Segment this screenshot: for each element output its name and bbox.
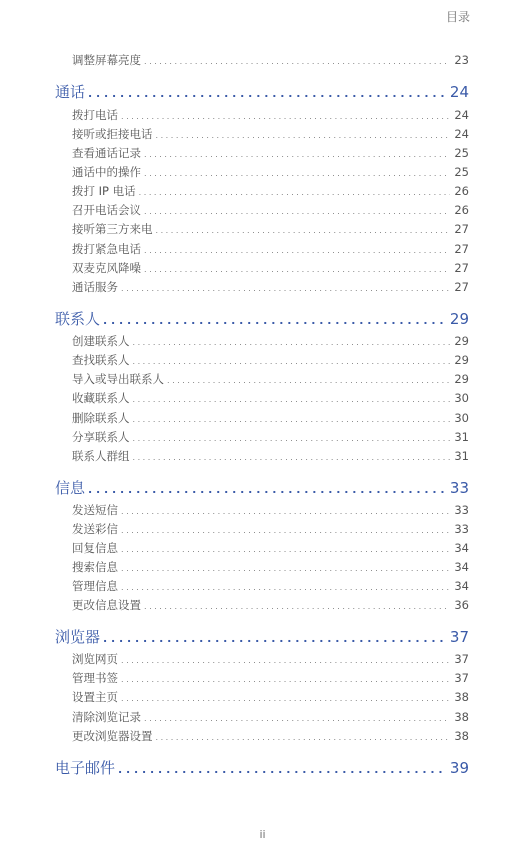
toc-entry-page-number: 27	[454, 222, 469, 236]
toc-dot-leader	[121, 281, 450, 297]
toc-entry-label: 信息	[55, 479, 86, 497]
toc-chapter-entry[interactable]	[55, 81, 469, 103]
toc-entry-label: 浏览器	[55, 628, 101, 646]
toc-entry-page-number: 37	[454, 652, 469, 666]
toc-entry-page-number: 24	[454, 108, 469, 122]
toc-dot-leader	[144, 599, 450, 615]
toc-section-entry[interactable]	[72, 279, 469, 295]
toc-entry-label: 管理信息	[72, 579, 118, 593]
toc-section-entry[interactable]	[72, 410, 469, 426]
toc-entry-page-number: 33	[449, 479, 469, 497]
toc-dot-leader	[133, 392, 451, 408]
toc-entry-page-number: 34	[454, 579, 469, 593]
toc-dot-leader	[121, 580, 450, 596]
toc-section-entry[interactable]	[72, 202, 469, 218]
toc-dot-leader	[121, 691, 450, 707]
toc-dot-leader	[144, 166, 450, 182]
toc-section-entry[interactable]	[72, 728, 469, 744]
toc-section-entry[interactable]	[72, 164, 469, 180]
toc-dot-leader	[121, 109, 450, 125]
toc-entry-label: 查看通话记录	[72, 146, 141, 160]
toc-dot-leader	[133, 450, 451, 466]
toc-entry-label: 接听或拒接电话	[72, 127, 153, 141]
toc-section-entry[interactable]	[72, 52, 469, 68]
toc-entry-page-number: 34	[454, 560, 469, 574]
toc-section-entry[interactable]	[72, 183, 469, 199]
toc-entry-label: 浏览网页	[72, 652, 118, 666]
toc-section-entry[interactable]	[72, 651, 469, 667]
toc-entry-page-number: 25	[454, 165, 469, 179]
toc-entry-page-number: 25	[454, 146, 469, 160]
toc-dot-leader	[133, 431, 451, 447]
toc-dot-leader	[121, 561, 450, 577]
toc-section-entry[interactable]	[72, 221, 469, 237]
toc-section-entry[interactable]	[72, 521, 469, 537]
toc-section-entry[interactable]	[72, 429, 469, 445]
toc-dot-leader	[121, 504, 450, 520]
toc-entry-label: 管理书签	[72, 671, 118, 685]
toc-entry-page-number: 27	[454, 242, 469, 256]
toc-entry-page-number: 23	[454, 53, 469, 67]
toc-entry-label: 更改信息设置	[72, 598, 141, 612]
toc-entry-label: 双麦克风降噪	[72, 261, 141, 275]
toc-dot-leader	[156, 223, 451, 239]
toc-section-entry[interactable]	[72, 241, 469, 257]
toc-entry-page-number: 29	[449, 310, 469, 328]
toc-entry-label: 拨打 IP 电话	[72, 184, 136, 198]
toc-entry-label: 分享联系人	[72, 430, 130, 444]
toc-entry-label: 接听第三方来电	[72, 222, 153, 236]
toc-entry-page-number: 31	[454, 449, 469, 463]
toc-entry-label: 调整屏幕亮度	[72, 53, 141, 67]
toc-dot-leader	[121, 523, 450, 539]
toc-entry-label: 召开电话会议	[72, 203, 141, 217]
toc-entry-page-number: 30	[454, 411, 469, 425]
toc-dot-leader	[139, 185, 451, 201]
toc-section-entry[interactable]	[72, 260, 469, 276]
toc-entry-label: 导入或导出联系人	[72, 372, 164, 386]
toc-entry-label: 通话	[55, 83, 86, 101]
toc-chapter-entry[interactable]	[55, 626, 469, 648]
toc-dot-leader	[103, 628, 446, 650]
toc-section-entry[interactable]	[72, 670, 469, 686]
toc-dot-leader	[133, 354, 451, 370]
toc-chapter-entry[interactable]	[55, 477, 469, 499]
toc-entry-label: 收藏联系人	[72, 391, 130, 405]
toc-entry-label: 通话中的操作	[72, 165, 141, 179]
toc-section-entry[interactable]	[72, 540, 469, 556]
toc-entry-label: 删除联系人	[72, 411, 130, 425]
toc-chapter-entry[interactable]	[55, 757, 469, 779]
toc-entry-label: 通话服务	[72, 280, 118, 294]
toc-entry-page-number: 33	[454, 522, 469, 536]
toc-entry-page-number: 29	[454, 372, 469, 386]
toc-section-entry[interactable]	[72, 578, 469, 594]
toc-dot-leader	[167, 373, 450, 389]
toc-section-entry[interactable]	[72, 559, 469, 575]
toc-section-entry[interactable]	[72, 126, 469, 142]
toc-section-entry[interactable]	[72, 709, 469, 725]
toc-entry-label: 联系人	[55, 310, 101, 328]
toc-entry-label: 创建联系人	[72, 334, 130, 348]
toc-section-entry[interactable]	[72, 502, 469, 518]
toc-section-entry[interactable]	[72, 390, 469, 406]
toc-entry-page-number: 37	[454, 671, 469, 685]
toc-entry-page-number: 29	[454, 334, 469, 348]
toc-dot-leader	[121, 542, 450, 558]
toc-dot-leader	[144, 54, 450, 70]
toc-entry-label: 清除浏览记录	[72, 710, 141, 724]
toc-entry-page-number: 36	[454, 598, 469, 612]
toc-entry-page-number: 31	[454, 430, 469, 444]
toc-entry-label: 查找联系人	[72, 353, 130, 367]
toc-section-entry[interactable]	[72, 352, 469, 368]
toc-dot-leader	[103, 310, 446, 332]
toc-section-entry[interactable]	[72, 333, 469, 349]
toc-dot-leader	[88, 479, 446, 501]
toc-entry-page-number: 38	[454, 690, 469, 704]
toc-entry-label: 搜索信息	[72, 560, 118, 574]
toc-dot-leader	[156, 128, 451, 144]
toc-dot-leader	[144, 147, 450, 163]
toc-dot-leader	[121, 653, 450, 669]
toc-dot-leader	[144, 204, 450, 220]
toc-section-entry[interactable]	[72, 145, 469, 161]
toc-entry-page-number: 26	[454, 184, 469, 198]
toc-entry-page-number: 39	[449, 759, 469, 777]
toc-entry-label: 联系人群组	[72, 449, 130, 463]
toc-entry-page-number: 29	[454, 353, 469, 367]
toc-section-entry[interactable]	[72, 597, 469, 613]
toc-entry-label: 设置主页	[72, 690, 118, 704]
toc-dot-leader	[133, 335, 451, 351]
toc-entry-label: 拨打电话	[72, 108, 118, 122]
toc-dot-leader	[144, 262, 450, 278]
toc-entry-page-number: 38	[454, 710, 469, 724]
toc-entry-label: 拨打紧急电话	[72, 242, 141, 256]
toc-entry-label: 电子邮件	[55, 759, 116, 777]
toc-entry-label: 更改浏览器设置	[72, 729, 153, 743]
toc-dot-leader	[118, 759, 446, 781]
toc-entry-page-number: 26	[454, 203, 469, 217]
toc-entry-page-number: 38	[454, 729, 469, 743]
toc-section-entry[interactable]	[72, 689, 469, 705]
toc-entry-label: 发送短信	[72, 503, 118, 517]
footer-page-number: ii	[259, 828, 266, 841]
toc-dot-leader	[156, 730, 451, 746]
toc-dot-leader	[144, 243, 450, 259]
toc-entry-page-number: 27	[454, 280, 469, 294]
toc-entry-label: 回复信息	[72, 541, 118, 555]
toc-dot-leader	[144, 711, 450, 727]
toc-dot-leader	[121, 672, 450, 688]
toc-section-entry[interactable]	[72, 107, 469, 123]
header-section-title: 目录	[445, 10, 470, 24]
toc-entry-page-number: 24	[454, 127, 469, 141]
toc-section-entry[interactable]	[72, 448, 469, 464]
toc-entry-page-number: 24	[449, 83, 469, 101]
toc-entry-page-number: 30	[454, 391, 469, 405]
toc-entry-page-number: 33	[454, 503, 469, 517]
toc-entry-page-number: 27	[454, 261, 469, 275]
toc-entry-page-number: 37	[449, 628, 469, 646]
toc-entry-label: 发送彩信	[72, 522, 118, 536]
toc-dot-leader	[133, 412, 451, 428]
toc-dot-leader	[88, 83, 446, 105]
toc-entry-page-number: 34	[454, 541, 469, 555]
toc-section-entry[interactable]	[72, 371, 469, 387]
toc-chapter-entry[interactable]	[55, 308, 469, 330]
